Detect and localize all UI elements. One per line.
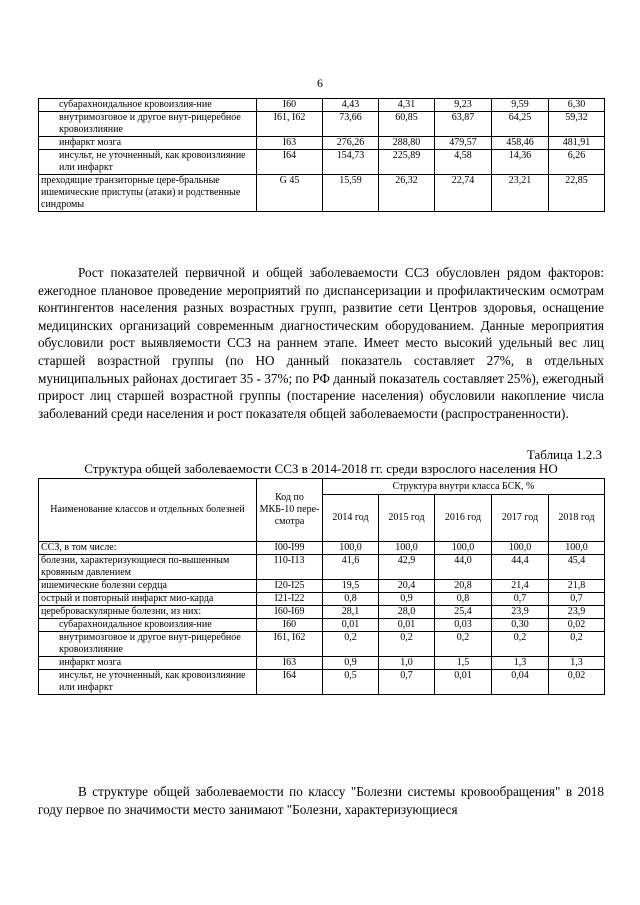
value-cell: 0,7 [492,593,549,606]
value-cell: 14,36 [492,150,549,175]
value-cell: 0,03 [435,619,492,632]
icd-code: I10-I13 [257,555,323,580]
value-cell: 0,7 [549,593,605,606]
value-cell: 1,5 [435,657,492,670]
value-cell: 0,8 [323,593,379,606]
value-cell: 22,74 [435,175,492,212]
value-cell: 41,6 [323,555,379,580]
disease-name: ССЗ, в том числе: [39,542,257,555]
value-cell: 100,0 [492,542,549,555]
table-row [39,619,605,632]
table-row [39,175,605,212]
value-cell: 22,85 [549,175,605,212]
table-row [39,657,605,670]
header-year: 2017 год [492,495,549,542]
table-number: Таблица 1.2.3 [526,447,602,462]
value-cell: 0,01 [323,619,379,632]
header-year: 2018 год [549,495,605,542]
value-cell: 0,9 [323,657,379,670]
header-year: 2014 год [323,495,379,542]
icd-code: I64 [257,150,323,175]
body-paragraph [38,783,604,818]
icd-code: I63 [257,657,323,670]
icd-code: I60 [257,619,323,632]
value-cell: 9,23 [435,99,492,112]
value-cell: 25,4 [435,606,492,619]
value-cell: 0,2 [549,632,605,657]
icd-code: I61, I62 [257,632,323,657]
value-cell: 9,59 [492,99,549,112]
table-row [39,670,605,695]
icd-code: I60-I69 [257,606,323,619]
value-cell: 44,4 [492,555,549,580]
value-cell: 15,59 [323,175,379,212]
value-cell: 100,0 [323,542,379,555]
table-row [39,150,605,175]
value-cell: 6,26 [549,150,605,175]
icd-code: I60 [257,99,323,112]
table-row [39,112,605,137]
icd-code: I00-I99 [257,542,323,555]
table-row [39,580,605,593]
value-cell: 45,4 [549,555,605,580]
value-cell: 0,2 [379,632,435,657]
value-cell: 0,02 [549,619,605,632]
disease-name: инфаркт мозга [39,137,257,150]
disease-name: внутримозговое и другое внут-рицеребное кровоизлияние [39,112,257,137]
value-cell: 4,58 [435,150,492,175]
header-name: Наименование классов и отдельных болезней [39,479,257,542]
value-cell: 225,89 [379,150,435,175]
value-cell: 0,8 [435,593,492,606]
header-year: 2015 год [379,495,435,542]
value-cell: 19,5 [323,580,379,593]
icd-code: I63 [257,137,323,150]
table-row [39,137,605,150]
value-cell: 276,26 [323,137,379,150]
value-cell: 0,02 [549,670,605,695]
value-cell: 73,66 [323,112,379,137]
value-cell: 0,9 [379,593,435,606]
value-cell: 59,32 [549,112,605,137]
value-cell: 0,01 [435,670,492,695]
disease-name: инфаркт мозга [39,657,257,670]
icd-code: G 45 [257,175,323,212]
disease-name: инсульт, не уточненный, как кровоизлияние или инфаркт [39,670,257,695]
incidence-table-continued [38,98,605,212]
value-cell: 0,2 [492,632,549,657]
value-cell: 0,04 [492,670,549,695]
value-cell: 1,3 [549,657,605,670]
value-cell: 44,0 [435,555,492,580]
value-cell: 64,25 [492,112,549,137]
value-cell: 42,9 [379,555,435,580]
value-cell: 0,7 [379,670,435,695]
value-cell: 100,0 [379,542,435,555]
value-cell: 60,85 [379,112,435,137]
disease-name: острый и повторный инфаркт мио-карда [39,593,257,606]
value-cell: 0,2 [323,632,379,657]
body-paragraph [38,264,604,422]
table-row [39,555,605,580]
table-row [39,593,605,606]
value-cell: 0,30 [492,619,549,632]
disease-name: болезни, характеризующиеся по-вышенным кровяным давлением [39,555,257,580]
value-cell: 481,91 [549,137,605,150]
table-row [39,632,605,657]
value-cell: 100,0 [549,542,605,555]
icd-code: I64 [257,670,323,695]
value-cell: 20,4 [379,580,435,593]
value-cell: 28,1 [323,606,379,619]
value-cell: 26,32 [379,175,435,212]
header-year: 2016 год [435,495,492,542]
value-cell: 1,0 [379,657,435,670]
table-header-row [39,479,605,495]
value-cell: 23,9 [492,606,549,619]
disease-name: преходящие транзиторные цере-бральные ишемические приступы (атаки) и родственные синдромы [39,175,257,212]
value-cell: 4,43 [323,99,379,112]
value-cell: 23,9 [549,606,605,619]
header-code: Код по МКБ-10 пере-смотра [257,479,323,542]
table-row [39,99,605,112]
disease-name: ишемические болезни сердца [39,580,257,593]
value-cell: 23,21 [492,175,549,212]
value-cell: 6,30 [549,99,605,112]
disease-name: цереброваскулярные болезни, из них: [39,606,257,619]
value-cell: 4,31 [379,99,435,112]
value-cell: 479,57 [435,137,492,150]
paragraph-text: В структуре общей заболеваемости по классу "Болезни системы кровообращения" в 2018 году первое по значимости место занимают "Болезни, характеризующиеся [38,784,604,817]
page-number: 6 [317,76,323,90]
disease-name: субарахноидальное кровоизлия-ние [39,619,257,632]
disease-name: субарахноидальное кровоизлия-ние [39,99,257,112]
disease-name: инсульт, не уточненный, как кровоизлияние или инфаркт [39,150,257,175]
value-cell: 20,8 [435,580,492,593]
table-title: Структура общей заболеваемости ССЗ в 2014-2018 гг. среди взрослого населения НО [84,461,558,476]
icd-code: I61, I62 [257,112,323,137]
value-cell: 0,2 [435,632,492,657]
structure-table [38,478,605,695]
value-cell: 0,01 [379,619,435,632]
icd-code: I21-I22 [257,593,323,606]
value-cell: 21,4 [492,580,549,593]
value-cell: 100,0 [435,542,492,555]
paragraph-text: Рост показателей первичной и общей заболеваемости ССЗ обусловлен рядом факторов: ежегодное плановое проведение мероприятий по диспансеризации и профилактическим осмотрам контингентов населения разных возрастных групп, развитие сети Центров здоровья, оснащение медицинских организаций современным диагностическим оборудованием. Данные мероприятия обусловили рост выявляемости ССЗ на раннем этапе. Имеет место высокий удельный вес лиц старшей возрастной группы (по НО данный показатель составляет 27%, в отдельных муниципальных районах достигает 35 - 37%; по РФ данный показатель составляет 25%), ежегодный прирост лиц старшей возрастной группы (постарение населения) обусловили накопление числа заболеваний среди населения и рост показателя общей заболеваемости (распространенности). [38,265,604,421]
header-group: Структура внутри класса БСК, % [323,479,605,495]
value-cell: 458,46 [492,137,549,150]
value-cell: 0,5 [323,670,379,695]
value-cell: 288,80 [379,137,435,150]
value-cell: 21,8 [549,580,605,593]
icd-code: I20-I25 [257,580,323,593]
value-cell: 28,0 [379,606,435,619]
value-cell: 154,73 [323,150,379,175]
value-cell: 1,3 [492,657,549,670]
value-cell: 63,87 [435,112,492,137]
disease-name: внутримозговое и другое внут-рицеребное кровоизлияние [39,632,257,657]
table-row [39,542,605,555]
table-row [39,606,605,619]
